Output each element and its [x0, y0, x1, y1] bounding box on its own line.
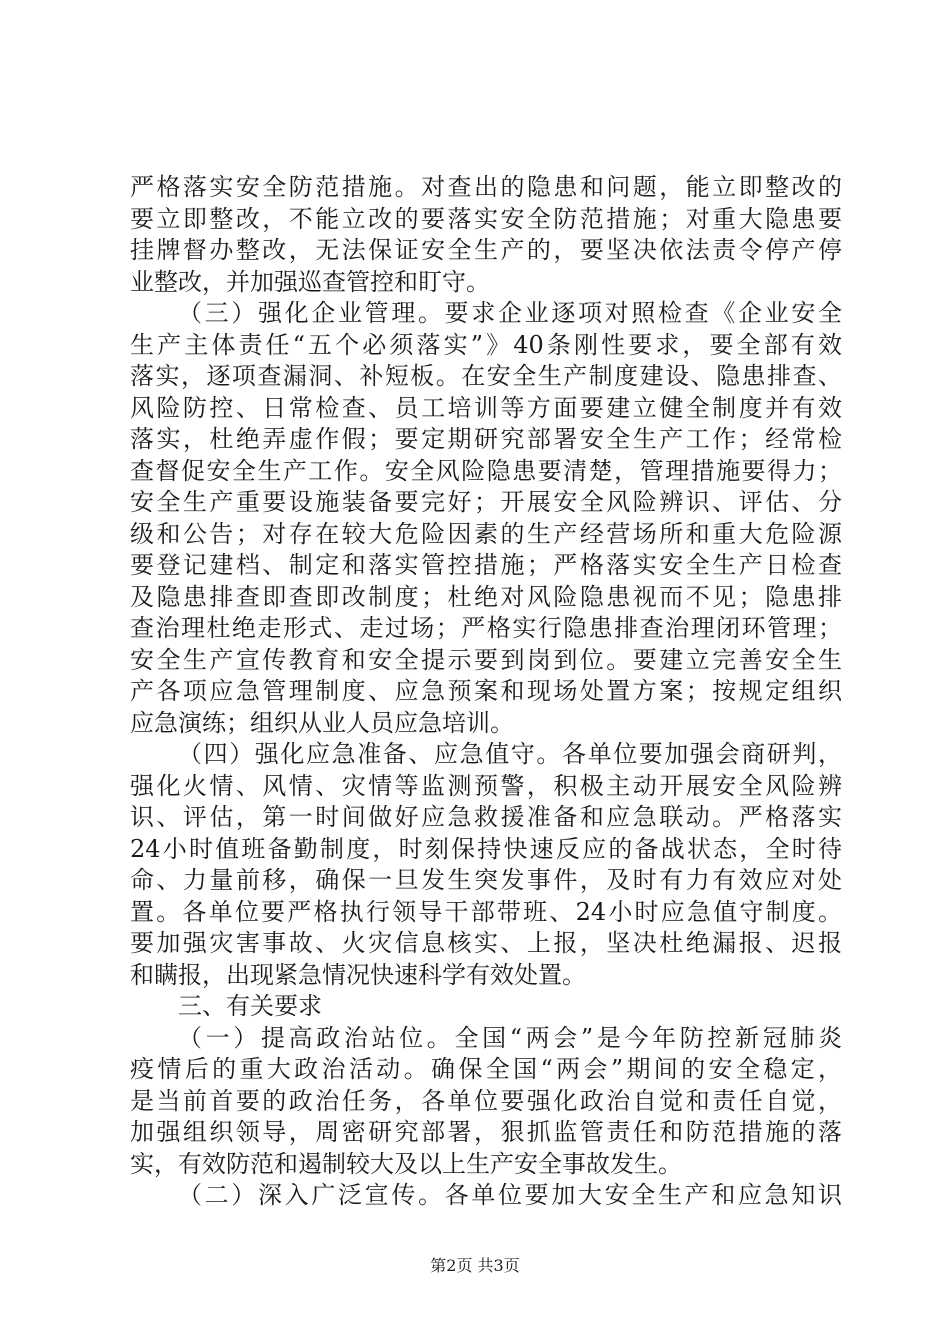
text-line: 置。各单位要严格执行领导干部带班、24小时应急值守制度。 [130, 897, 842, 926]
text-line: 要加强灾害事故、火灾信息核实、上报，坚决杜绝漏报、迟报 [130, 929, 842, 957]
text-line: （一）提高政治站位。全国“两会”是今年防控新冠肺炎 [178, 1023, 842, 1052]
text-line: 及隐患排查即查即改制度；杜绝对风险隐患视而不见；隐患排 [130, 582, 842, 611]
text-line: 风险防控、日常检查、员工培训等方面要建立健全制度并有效 [130, 393, 842, 422]
text-line: 落实，逐项查漏洞、补短板。在安全生产制度建设、隐患排查、 [130, 362, 842, 390]
text-line: 要立即整改，不能立改的要落实安全防范措施；对重大隐患要 [130, 204, 842, 233]
text-line: 应急演练；组织从业人员应急培训。 [130, 708, 514, 737]
text-line: 命、力量前移，确保一旦发生突发事件，及时有力有效应对处 [130, 866, 842, 894]
text-line: 查督促安全生产工作。安全风险隐患要清楚，管理措施要得力； [130, 456, 842, 485]
text-line: 强化火情、风情、灾情等监测预警，积极主动开展安全风险辨 [130, 771, 842, 800]
text-line: 业整改，并加强巡查管控和盯守。 [130, 267, 490, 296]
text-line: （二）深入广泛宣传。各单位要加大安全生产和应急知识 [178, 1181, 842, 1209]
text-line: 查治理杜绝走形式、走过场；严格实行隐患排查治理闭环管理； [130, 614, 842, 642]
text-line: 三、有关要求 [178, 992, 322, 1020]
text-line: 落实，杜绝弄虚作假；要定期研究部署安全生产工作；经常检 [130, 425, 842, 453]
text-line: 严格落实安全防范措施。对查出的隐患和问题，能立即整改的 [130, 173, 842, 201]
text-line: 安全生产宣传教育和安全提示要到岗到位。要建立完善安全生 [130, 645, 842, 674]
page-footer: 第2页 共3页 [430, 1256, 520, 1275]
text-line: 挂牌督办整改，无法保证安全生产的，要坚决依法责令停产停 [130, 236, 842, 264]
text-line: 疫情后的重大政治活动。确保全国“两会”期间的安全稳定， [130, 1055, 842, 1083]
text-line: 和瞒报，出现紧急情况快速科学有效处置。 [130, 960, 586, 989]
text-line: 安全生产重要设施装备要完好；开展安全风险辨识、评估、分 [130, 488, 842, 516]
text-line: 级和公告；对存在较大危险因素的生产经营场所和重大危险源 [130, 519, 842, 548]
text-line: 要登记建档、制定和落实管控措施；严格落实安全生产日检查 [130, 551, 842, 579]
text-line: 24小时值班备勤制度，时刻保持快速反应的备战状态，全时待 [130, 834, 842, 863]
text-line: （四）强化应急准备、应急值守。各单位要加强会商研判， [178, 740, 842, 768]
text-line: 产各项应急管理制度、应急预案和现场处置方案；按规定组织 [130, 677, 842, 705]
document-body [130, 172, 842, 1212]
text-line: 识、评估，第一时间做好应急救援准备和应急联动。严格落实 [130, 803, 842, 831]
text-line: 是当前首要的政治任务，各单位要强化政治自觉和责任自觉， [130, 1086, 842, 1115]
text-line: 实，有效防范和遏制较大及以上生产安全事故发生。 [130, 1149, 682, 1178]
text-line: 加强组织领导，周密研究部署，狠抓监管责任和防范措施的落 [130, 1118, 842, 1146]
text-line: （三）强化企业管理。要求企业逐项对照检查《企业安全 [178, 299, 842, 327]
text-line: 生产主体责任“五个必须落实”》40条刚性要求，要全部有效 [130, 330, 842, 359]
